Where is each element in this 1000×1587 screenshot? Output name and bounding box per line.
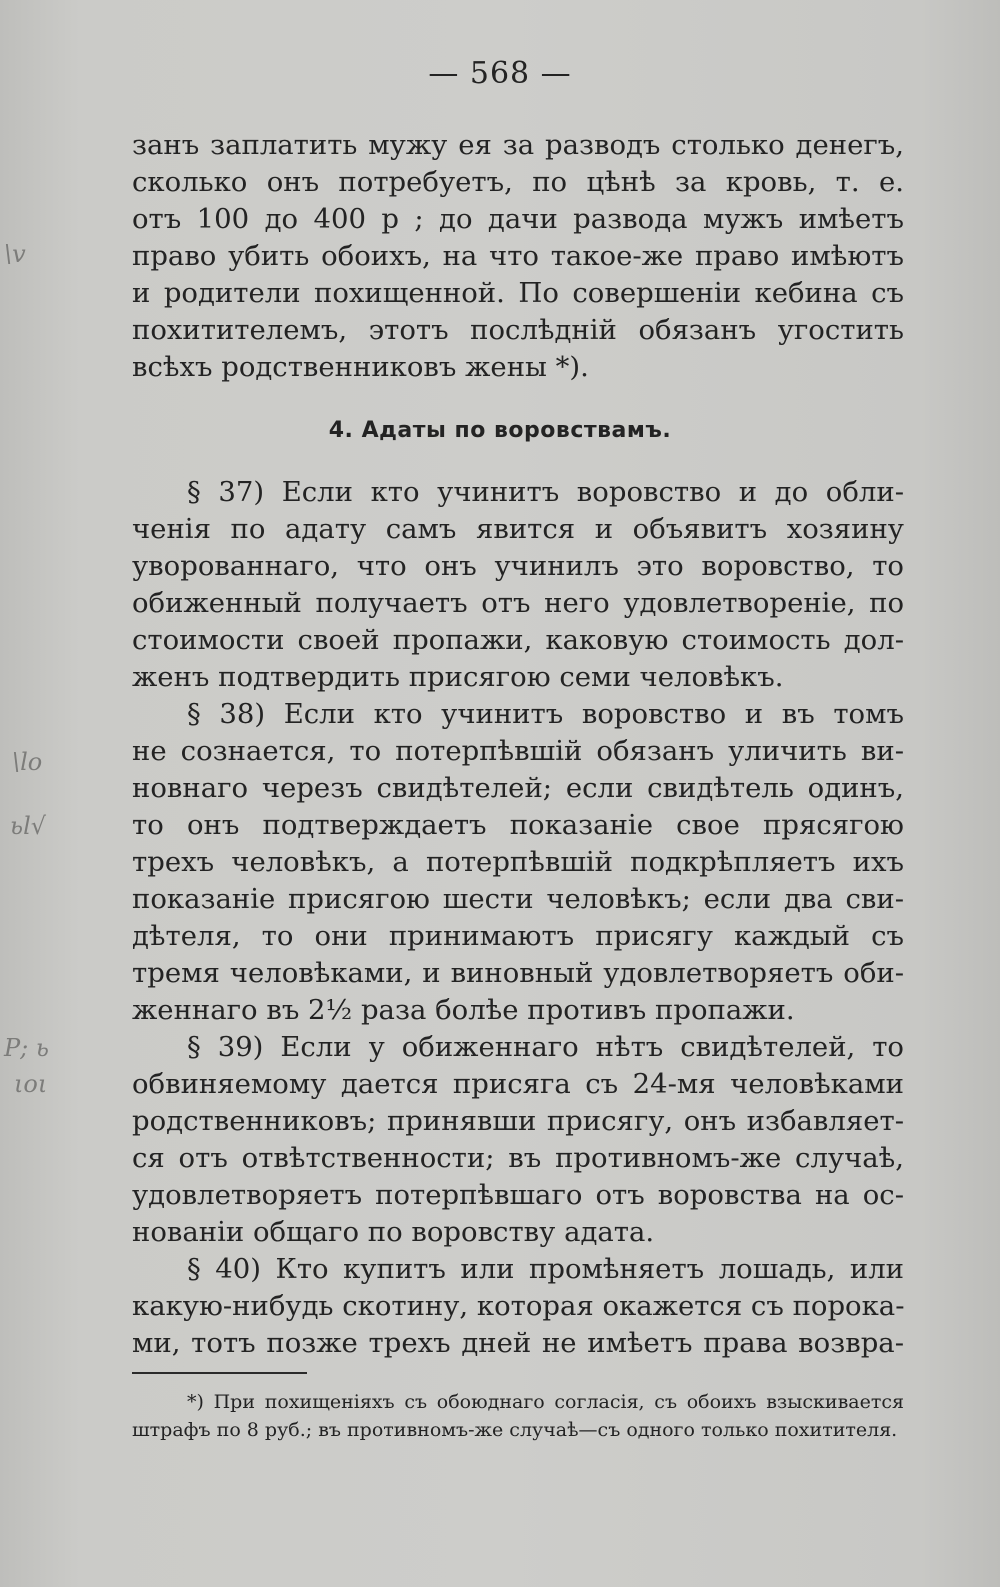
text-line: обиженный получаетъ отъ него удовлетвореніе, по (132, 587, 904, 619)
theft-articles (132, 474, 904, 1362)
text-line: какую-нибудь скотину, которая окажется съ порока- (132, 1290, 905, 1322)
text-line: сколько онъ потребуетъ, по цѣнѣ за кровь, т. е. (132, 166, 904, 198)
text-line: всѣхъ родственниковъ жены *). (132, 351, 589, 383)
text-line: уворованнаго, что онъ учинилъ это воровство, то (132, 550, 904, 582)
text-line: тремя человѣками, и виновный удовлетворяетъ оби- (132, 957, 904, 989)
text-line: отъ 100 до 400 р ; до дачи развода мужъ имѣетъ (132, 203, 904, 235)
text-line: родственниковъ; принявши присягу, онъ избавляет- (132, 1105, 904, 1137)
text-line: ми, тотъ позже трехъ дней не имѣетъ права возвра- (132, 1327, 904, 1359)
text-line: женъ подтвердить присягою семи человѣкъ. (132, 661, 784, 693)
footnote (132, 1388, 904, 1444)
text-line: ченія по адату самъ явится и объявитъ хозяину (132, 513, 904, 545)
article-40-line: § 40) Кто купитъ или промѣняетъ лошадь, или (187, 1253, 904, 1285)
footnote-line: штрафъ по 8 руб.; въ противномъ-же случаѣ—съ одного только похитителя. (132, 1419, 898, 1441)
text-line: женнаго въ 2½ раза болѣе противъ пропажи. (132, 994, 795, 1026)
margin-handwriting: ьl√ (10, 812, 47, 840)
text-line: не сознается, то потерпѣвшій обязанъ уличить ви- (132, 735, 904, 767)
paragraph-marriage-ending (132, 127, 904, 386)
text-line: похитителемъ, этотъ послѣдній обязанъ угостить (132, 314, 904, 346)
text-line: то онъ подтверждаетъ показаніе свое прясягою (132, 809, 904, 841)
text-line: дѣтеля, то они принимаютъ присягу каждый съ (132, 920, 904, 952)
section-heading: 4. Адаты по воровствамъ. (328, 418, 672, 443)
article-39-line: § 39) Если у обиженнаго нѣтъ свидѣтелей, то (187, 1031, 904, 1063)
text-line: нованіи общаго по воровству адата. (132, 1216, 655, 1248)
text-line: удовлетворяетъ потерпѣвшаго отъ воровства на ос- (132, 1179, 904, 1211)
article-37-line: § 37) Если кто учинитъ воровство и до обли- (187, 476, 904, 508)
text-line: трехъ человѣкъ, а потерпѣвшій подкрѣпляетъ ихъ (132, 846, 904, 878)
text-line: показаніе присягою шести человѣкъ; если два сви- (132, 883, 904, 915)
text-line: право убить обоихъ, на что такое-же право имѣютъ (132, 240, 904, 272)
footnote-divider (132, 1372, 307, 1374)
text-line: новнаго черезъ свидѣтелей; если свидѣтель одинъ, (132, 772, 904, 804)
text-line: обвиняемому дается присяга съ 24-мя человѣками (132, 1068, 904, 1100)
text-line: занъ заплатить мужу ея за разводъ столько денегъ, (132, 129, 904, 161)
text-line: стоимости своей пропажи, каковую стоимость дол- (132, 624, 904, 656)
text-line: ся отъ отвѣтственности; въ противномъ-же случаѣ, (132, 1142, 904, 1174)
margin-handwriting: \v (4, 240, 26, 268)
article-38-line: § 38) Если кто учинитъ воровство и въ томъ (187, 698, 904, 730)
margin-handwriting: ιοι (14, 1070, 48, 1098)
text-line: и родители похищенной. По совершеніи кебина съ (132, 277, 904, 309)
margin-handwriting: \lo (12, 748, 43, 776)
margin-handwriting: Р; ь (4, 1034, 49, 1062)
page-number: — 568 — (428, 56, 572, 91)
footnote-line: *) При похищеніяхъ съ обоюднаго согласія, съ обоихъ взыскивается (187, 1391, 904, 1413)
